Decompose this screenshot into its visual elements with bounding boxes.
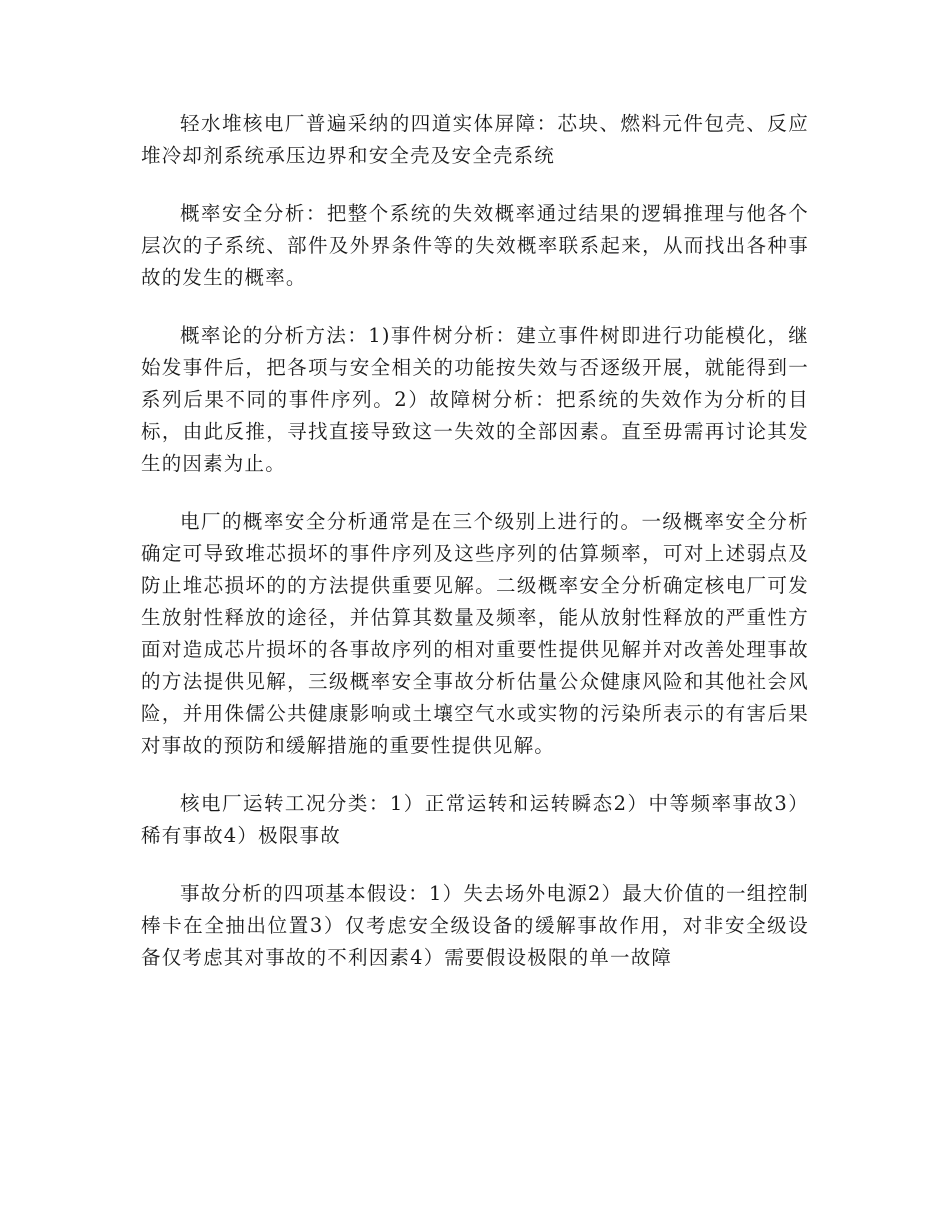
- paragraph-psa-definition: 概率安全分析：把整个系统的失效概率通过结果的逻辑推理与他各个层次的子系统、部件及外界条件等的失效概率联系起来，从而找出各种事故的发生的概率。: [141, 202, 809, 289]
- paragraph-barriers: 轻水堆核电厂普遍采纳的四道实体屏障：芯块、燃料元件包壳、反应堆冷却剂系统承压边界和安全壳及安全壳系统: [141, 112, 809, 167]
- paragraph-assumptions: 事故分析的四项基本假设：1）失去场外电源2）最大价值的一组控制棒卡在全抽出位置3）仅考虑安全级设备的缓解事故作用，对非安全级设备仅考虑其对事故的不利因素4）需要假设极限的单一故障: [141, 882, 809, 969]
- paragraph-psa-levels: 电厂的概率安全分析通常是在三个级别上进行的。一级概率安全分析确定可导致堆芯损坏的事件序列及这些序列的估算频率，可对上述弱点及防止堆芯损坏的的方法提供重要见解。二级概率安全分析确定核电厂可发生放射性释放的途径，并估算其数量及频率，能从放射性释放的严重性方面对造成芯片损坏的各事故序列的相对重要性提供见解并对改善处理事故的方法提供见解，三级概率安全事故分析估量公众健康风险和其他社会风险，并用侏儒公共健康影响或土壤空气水或实物的污染所表示的有害后果对事故的预防和缓解措施的重要性提供见解。: [141, 510, 809, 757]
- paragraph-analysis-methods: 概率论的分析方法：1)事件树分析：建立事件树即进行功能模化，继始发事件后，把各项与安全相关的功能按失效与否逐级开展，就能得到一系列后果不同的事件序列。2）故障树分析：把系统的失效作为分析的目标，由此反推，寻找直接导致这一失效的全部因素。直至毋需再讨论其发生的因素为止。: [141, 324, 809, 475]
- paragraph-operating-conditions: 核电厂运转工况分类：1）正常运转和运转瞬态2）中等频率事故3）稀有事故4）极限事故: [141, 792, 809, 847]
- document-body: [141, 108, 809, 1000]
